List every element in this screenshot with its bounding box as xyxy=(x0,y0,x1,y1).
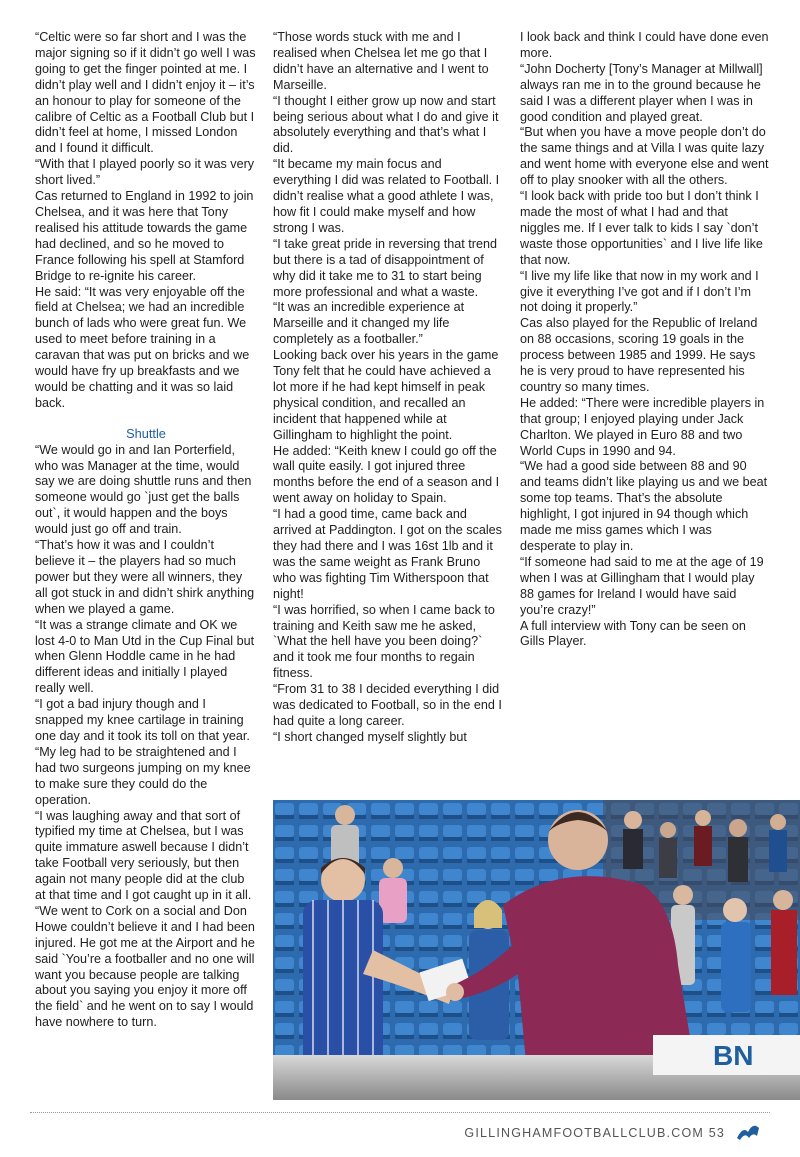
paragraph: “I look back with pride too but I don’t think I made the most of what I had and that niggles me. If I ever talk to kids I say `don’t waste those opportunities` and I live life like that now. xyxy=(520,189,763,267)
paragraph: “I was laughing away and that sort of typified my time at Chelsea, but I was quite immature aswell because I didn’t take Football very seriously, but then again not many people did at the club at that time and I got caught up in it all. xyxy=(35,808,252,903)
paragraph: “With that I played poorly so it was very short lived.” xyxy=(35,157,255,188)
paragraph: Cas also played for the Republic of Ireland on 88 occasions, scoring 19 goals in the process between 1985 and 1999. He says he is very proud to have represented his country so many times. xyxy=(520,316,758,394)
paragraph: He said: “It was very enjoyable off the field at Chelsea; we had an incredible bunch of lads who were great fun. We used to meet before training in a caravan that was put on bricks and we would have fry up breakfasts and we would be chatting and it was so laid back. xyxy=(35,284,250,410)
paragraph: “I was horrified, so when I came back to training and Keith saw me he asked, `What the hell have you been doing?` and it took me four months to regain fitness. xyxy=(273,602,495,681)
paragraph: “I got a bad injury though and I snapped my knee cartilage in training one day and it took its toll on that year. xyxy=(35,697,250,743)
footer-divider xyxy=(30,1112,770,1113)
paragraph: “It was a strange climate and OK we lost 4-0 to Man Utd in the Cup Final but when Glenn Hoddle came in he had different ideas and initially I played really well. xyxy=(35,617,255,696)
paragraph: “But when you have a move people don’t do the same things and at Villa I was quite lazy and went home with everyone else and went off to play snooker with all the others. xyxy=(520,125,769,188)
paragraph: “We had a good side between 88 and 90 and teams didn’t like playing us and we beat some top teams. That’s the absolute highlight, I got injured in 94 though which made me miss games which I was desperate to play in. xyxy=(520,459,768,553)
paragraph: Cas returned to England in 1992 to join Chelsea, and it was here that Tony realised his attitude towards the game had declined, and so he moved to France following his spell at Stamford Bridge to re-ignite his career. xyxy=(35,189,254,283)
paragraph: “I thought I either grow up now and start being serious about what I do and give it absolutely everything and that’s what I did. xyxy=(273,93,499,156)
article-column-1 xyxy=(35,30,257,1031)
column-1-paragraphs xyxy=(35,30,257,412)
paragraph: A full interview with Tony can be seen on Gills Player. xyxy=(520,618,746,649)
paragraph: He added: “Keith knew I could go off the wall quite easily. I got injured three months before the end of a season and I went away on holiday to Spain. xyxy=(273,443,500,506)
paragraph: “If someone had said to me at the age of 19 when I was at Gillingham that I would play 88 games for Ireland I would have said you’re crazy!” xyxy=(520,554,764,617)
paragraph: “It was an incredible experience at Marseille and it changed my life completely as a footballer.” xyxy=(273,300,465,347)
paragraph: I look back and think I could have done even more. xyxy=(520,30,769,60)
paragraph: “From 31 to 38 I decided everything I did was dedicated to Football, so in the end I had quite a long career. xyxy=(273,682,502,728)
article-column-2 xyxy=(273,30,503,746)
page-footer xyxy=(0,1112,800,1157)
paragraph: “Celtic were so far short and I was the major signing so if it didn’t go well I was going to get the finger pointed at me. I didn’t play well and I didn’t enjoy it – it’s an honour to play for someone of the calibre of Celtic as a Football Club but I didn’t feel at home, I missed London and I found it difficult. xyxy=(35,30,256,156)
club-logo-icon xyxy=(734,1122,762,1142)
subheading: Shuttle xyxy=(126,425,166,441)
footer-site: GILLINGHAMFOOTBALLCLUB.COM xyxy=(464,1126,704,1140)
paragraph: “John Docherty [Tony’s Manager at Millwall] always ran me in to the ground because he said I was a different player when I was in good condition and played great. xyxy=(520,61,763,124)
paragraph: “Those words stuck with me and I realised when Chelsea let me go that I didn’t have an alternative and I went to Marseille. xyxy=(273,30,489,92)
paragraph: “That’s how it was and I couldn’t believe it – the players had so much power but they were all winners, they all got stuck in and didn’t shirk anything when we played a game. xyxy=(35,538,255,616)
paragraph: “I live my life like that now in my work and I give it everything I’ve got and if I don’t I’m not doing it properly.” xyxy=(520,268,759,315)
paragraph: “It became my main focus and everything I did was related to Football. I didn’t realise what a good athlete I was, how fit I could make myself and how strong I was. xyxy=(273,157,500,235)
paragraph: “I short changed myself slightly but xyxy=(273,729,467,744)
paragraph: “I take great pride in reversing that trend but there is a tad of disappointment of why did it take me to 31 to start being more professional and what a waste. xyxy=(273,236,498,299)
paragraph: He added: “There were incredible players in that group; I enjoyed playing under Jack Charlton. We played in Euro 88 and two World Cups in 1990 and 94. xyxy=(520,395,765,458)
paragraph: “We would go in and Ian Porterfield, who was Manager at the time, would say we are doing shuttle runs and then someone would go `just get the balls out`, it would happen and the boys would just go off and train. xyxy=(35,442,252,537)
svg-text:BN: BN xyxy=(713,1040,754,1071)
handshake-photo xyxy=(273,800,800,1100)
footer-site-and-page xyxy=(464,1126,725,1140)
paragraph: “My leg had to be straightened and I had two surgeons jumping on my knee to make sure they could do the operation. xyxy=(35,744,251,807)
stadium-crowd-image xyxy=(273,800,800,1100)
paragraph: “I had a good time, came back and arrived at Paddington. I got on the scales they had there and I was 16st 1lb and it was the same weight as Frank Bruno who was fighting Tim Witherspoon that night! xyxy=(273,507,502,601)
paragraph: “We went to Cork on a social and Don Howe couldn’t believe it and I had been injured. He got me at the Airport and he said `You’re a footballer and no one will want you because people are talking about you saying you enjoy it more off the field` and he went on to say I would have nowhere to turn. xyxy=(35,903,255,1030)
column-1-paragraphs-after-subheading xyxy=(35,443,257,1032)
footer-page-number: 53 xyxy=(708,1126,725,1140)
article-column-3 xyxy=(520,30,770,650)
paragraph: Looking back over his years in the game Tony felt that he could have achieved a lot more if he had kept himself in peak physical condition, and recalled an incident that happened while at Gillingham to highlight the point. xyxy=(273,348,499,442)
